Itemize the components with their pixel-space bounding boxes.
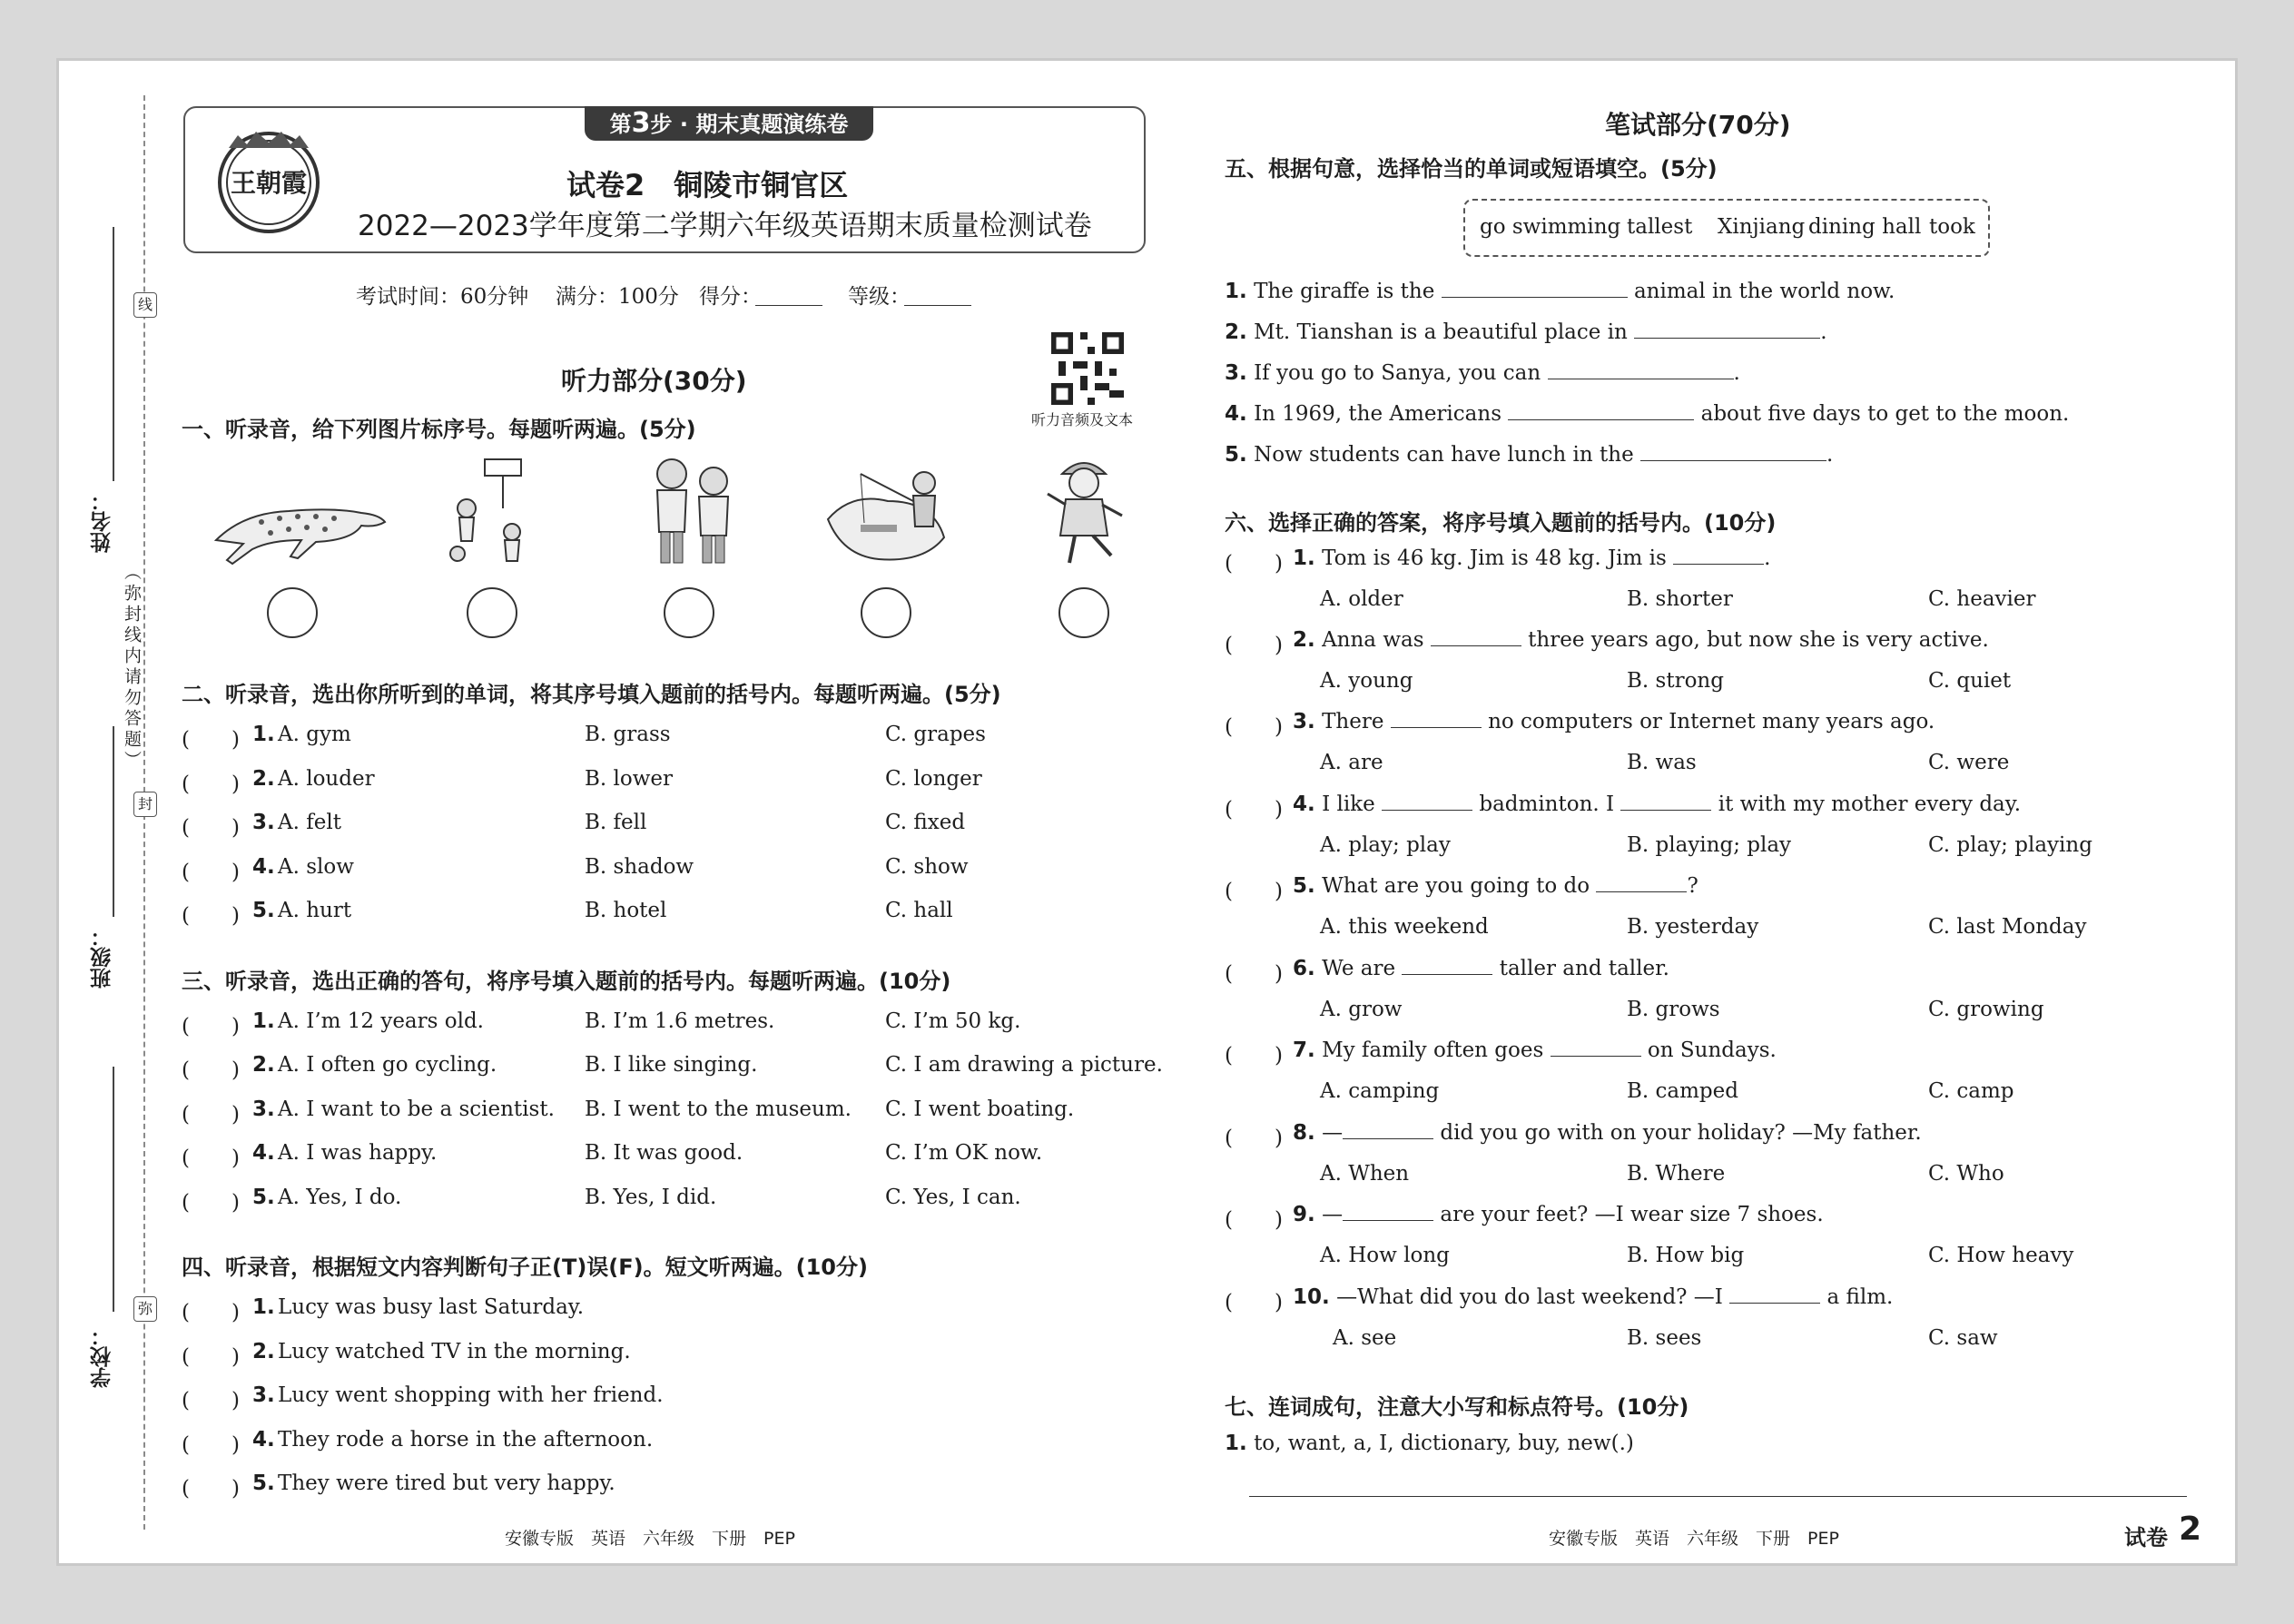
option-a: A. this weekend — [1320, 915, 1489, 939]
mc-question: 8. — did you go with on your holiday? —My father. — [1293, 1121, 1922, 1145]
seal-char-secret: 弥 — [133, 1296, 157, 1322]
option-c: C. quiet — [1928, 669, 2012, 693]
answer-paren[interactable]: ( ) — [1225, 1291, 1283, 1314]
two-boys-picture — [641, 454, 741, 570]
question-number: 4. — [252, 1141, 275, 1165]
answer-circle[interactable] — [1058, 587, 1109, 638]
answer-paren[interactable]: ( ) — [182, 904, 240, 928]
answer-paren[interactable]: ( ) — [182, 1389, 240, 1412]
mc-question: 9. — are your feet? —I wear size 7 shoes. — [1293, 1203, 1824, 1226]
question-number: 5. — [252, 899, 275, 922]
girl-skating-picture — [1044, 454, 1126, 570]
mc-question: 2. Anna was three years ago, but now she is very active. — [1293, 628, 1989, 652]
answer-paren[interactable]: ( ) — [182, 861, 240, 884]
option-a: A. felt — [278, 811, 341, 834]
seal-note: （弥封线内请勿答题） — [122, 563, 142, 772]
mc-question: 10. —What did you do last weekend? —I a film. — [1293, 1285, 1894, 1309]
answer-blank[interactable] — [1551, 1056, 1641, 1057]
answer-blank[interactable] — [1634, 338, 1820, 339]
option-a: A. see — [1333, 1326, 1397, 1350]
option-c: C. Who — [1928, 1162, 2004, 1186]
grade-blank[interactable] — [904, 305, 971, 306]
option-a: A. louder — [278, 767, 375, 791]
exam-full-score: 满分：100分 — [556, 285, 679, 309]
answer-blank[interactable] — [1596, 891, 1687, 892]
answer-blank[interactable] — [1640, 460, 1826, 461]
seal-char-line: 线 — [133, 292, 157, 318]
option-c: C. longer — [885, 767, 982, 791]
answer-blank[interactable] — [1431, 645, 1521, 646]
question-number: 4. — [252, 1428, 275, 1452]
footer-left: 安徽专版 英语 六年级 下册 PEP — [505, 1529, 795, 1549]
option-c: C. fixed — [885, 811, 966, 834]
statement-text: Lucy watched TV in the morning. — [278, 1340, 631, 1363]
option-a: A. camping — [1320, 1079, 1440, 1103]
answer-blank[interactable] — [1508, 419, 1694, 420]
answer-blank[interactable] — [1442, 297, 1628, 298]
mc-question: 7. My family often goes on Sundays. — [1293, 1038, 1777, 1062]
answer-paren[interactable]: ( ) — [1225, 798, 1283, 822]
fishing-picture — [824, 465, 948, 566]
answer-paren[interactable]: ( ) — [1225, 715, 1283, 739]
option-b: B. hotel — [585, 899, 667, 922]
statement-text: They rode a horse in the afternoon. — [278, 1428, 654, 1452]
option-c: C. I’m 50 kg. — [885, 1009, 1021, 1033]
grade-label: 等级： — [848, 285, 911, 309]
exam-subtitle: 2022—2023学年度第二学期六年级英语期末质量检测试卷 — [358, 210, 1092, 242]
part6-title: 六、选择正确的答案，将序号填入题前的括号内。(10分) — [1225, 510, 1777, 536]
part4-title: 四、听录音，根据短文内容判断句子正(T)误(F)。短文听两遍。(10分) — [182, 1255, 868, 1280]
option-a: A. slow — [278, 855, 354, 879]
page-label: 试卷 — [2124, 1525, 2168, 1550]
page-number: 2 — [2179, 1511, 2202, 1548]
question-number: 2. — [252, 1053, 275, 1077]
option-a: A. I often go cycling. — [278, 1053, 497, 1077]
question-number: 3. — [252, 1383, 275, 1407]
option-a: A. gym — [278, 723, 351, 746]
option-c: C. growing — [1928, 998, 2044, 1021]
answer-blank[interactable] — [1729, 1303, 1820, 1304]
option-c: C. I went boating. — [885, 1097, 1075, 1121]
option-a: A. I’m 12 years old. — [278, 1009, 484, 1033]
score-label: 得分： — [699, 285, 762, 309]
answer-paren[interactable]: ( ) — [182, 1103, 240, 1127]
answer-paren[interactable]: ( ) — [182, 816, 240, 840]
option-c: C. play; playing — [1928, 833, 2092, 857]
question-number: 1. — [252, 1295, 275, 1319]
fill-sentence: 2. Mt. Tianshan is a beautiful place in . — [1225, 320, 1827, 344]
option-a: A. I was happy. — [278, 1141, 438, 1165]
option-b: B. sees — [1627, 1326, 1702, 1350]
option-b: B. It was good. — [585, 1141, 743, 1165]
mc-question: 6. We are taller and taller. — [1293, 957, 1669, 980]
answer-blank[interactable] — [1343, 1220, 1433, 1221]
option-a: A. How long — [1320, 1244, 1450, 1267]
answer-paren[interactable]: ( ) — [182, 1191, 240, 1215]
part1-title: 一、听录音，给下列图片标序号。每题听两遍。(5分) — [182, 417, 696, 442]
option-b: B. I’m 1.6 metres. — [585, 1009, 775, 1033]
school-blank[interactable] — [113, 1067, 114, 1312]
exam-title: 试卷2 铜陵市铜官区 — [566, 168, 849, 202]
answer-paren[interactable]: ( ) — [182, 1147, 240, 1170]
answer-paren[interactable]: ( ) — [1225, 634, 1283, 657]
question-number: 5. — [252, 1186, 275, 1209]
mc-question: 5. What are you going to do ? — [1293, 874, 1698, 898]
part7-title: 七、连词成句，注意大小写和标点符号。(10分) — [1225, 1394, 1689, 1420]
option-b: B. shadow — [585, 855, 694, 879]
answer-circle[interactable] — [664, 587, 714, 638]
option-b: B. I went to the museum. — [585, 1097, 852, 1121]
question-number: 4. — [252, 855, 275, 879]
option-b: B. lower — [585, 767, 674, 791]
answer-circle[interactable] — [467, 587, 517, 638]
publisher-logo — [202, 121, 336, 235]
option-a: A. grow — [1320, 998, 1403, 1021]
mc-question: 1. Tom is 46 kg. Jim is 48 kg. Jim is . — [1293, 546, 1771, 570]
question-number: 2. — [252, 767, 275, 791]
answer-paren[interactable]: ( ) — [182, 1477, 240, 1501]
option-a: A. are — [1320, 751, 1383, 774]
option-b: B. camped — [1627, 1079, 1738, 1103]
option-b: B. yesterday — [1627, 915, 1759, 939]
qr-caption: 听力音频及文本 — [1031, 411, 1134, 428]
answer-paren[interactable]: ( ) — [182, 1433, 240, 1457]
word-bank-word: tallest — [1627, 215, 1693, 239]
option-c: C. last Monday — [1928, 915, 2087, 939]
option-c: C. show — [885, 855, 969, 879]
fill-sentence: 1. The giraffe is the animal in the world now. — [1225, 280, 1895, 303]
name-blank[interactable] — [113, 227, 114, 481]
option-a: A. hurt — [278, 899, 352, 922]
answer-paren[interactable]: ( ) — [182, 1058, 240, 1082]
option-b: B. shorter — [1627, 587, 1733, 611]
exam-time: 考试时间：60分钟 — [356, 285, 529, 309]
answer-paren[interactable]: ( ) — [1225, 962, 1283, 986]
answer-line[interactable] — [1249, 1496, 2187, 1497]
word-bank-word: dining hall — [1808, 215, 1922, 239]
answer-blank[interactable] — [1402, 974, 1492, 975]
footer-right: 安徽专版 英语 六年级 下册 PEP — [1549, 1529, 1839, 1549]
word-bank-word: go swimming — [1480, 215, 1621, 239]
score-blank[interactable] — [755, 305, 822, 306]
option-b: B. fell — [585, 811, 647, 834]
option-c: C. were — [1928, 751, 2010, 774]
answer-paren[interactable]: ( ) — [1225, 880, 1283, 903]
part3-title: 三、听录音，选出正确的答句，将序号填入题前的括号内。每题听两遍。(10分) — [182, 969, 951, 994]
class-blank[interactable] — [113, 726, 114, 917]
qr-code-icon[interactable] — [1051, 332, 1124, 405]
fill-sentence: 4. In 1969, the Americans about five days to get to the moon. — [1225, 402, 2070, 426]
question-number: 3. — [252, 1097, 275, 1121]
option-c: C. I am drawing a picture. — [885, 1053, 1163, 1077]
name-label: 姓名： — [91, 490, 114, 553]
mc-question: 4. I like badminton. I it with my mother every day. — [1293, 792, 2021, 816]
option-b: B. was — [1627, 751, 1697, 774]
option-c: C. saw — [1928, 1326, 1998, 1350]
word-bank-word: Xinjiang — [1718, 215, 1806, 239]
option-b: B. grass — [585, 723, 671, 746]
question-number: 5. — [252, 1471, 275, 1495]
exam-header — [183, 106, 1146, 253]
option-b: B. Yes, I did. — [585, 1186, 717, 1209]
question-number: 2. — [252, 1340, 275, 1363]
question-number: 3. — [252, 811, 275, 834]
children-playing-picture — [439, 454, 539, 567]
option-b: B. strong — [1627, 669, 1724, 693]
answer-paren[interactable]: ( ) — [1225, 552, 1283, 576]
question-number: 1. — [252, 1009, 275, 1033]
option-a: A. I want to be a scientist. — [278, 1097, 555, 1121]
step-tab: 第3步 · 期末真题演练卷 — [585, 106, 873, 141]
fill-sentence: 5. Now students can have lunch in the . — [1225, 443, 1834, 467]
option-c: C. Yes, I can. — [885, 1186, 1021, 1209]
option-b: B. How big — [1627, 1244, 1745, 1267]
answer-circle[interactable] — [267, 587, 318, 638]
answer-paren[interactable]: ( ) — [1225, 1208, 1283, 1232]
option-a: A. When — [1320, 1162, 1410, 1186]
answer-paren[interactable]: ( ) — [182, 1345, 240, 1369]
answer-blank[interactable] — [1343, 1138, 1433, 1139]
option-b: B. Where — [1627, 1162, 1726, 1186]
option-c: C. grapes — [885, 723, 986, 746]
mc-question: 3. There no computers or Internet many years ago. — [1293, 710, 1935, 733]
option-c: C. How heavy — [1928, 1244, 2074, 1267]
answer-paren[interactable]: ( ) — [182, 773, 240, 796]
answer-blank[interactable] — [1620, 810, 1711, 811]
answer-blank[interactable] — [1382, 810, 1472, 811]
option-a: A. play; play — [1320, 833, 1451, 857]
written-title: 笔试部分(70分) — [1605, 110, 1791, 140]
cheetah-picture — [207, 486, 389, 567]
answer-paren[interactable]: ( ) — [1225, 1127, 1283, 1150]
option-c: C. heavier — [1928, 587, 2036, 611]
answer-paren[interactable]: ( ) — [182, 728, 240, 752]
option-c: C. hall — [885, 899, 953, 922]
fill-sentence: 3. If you go to Sanya, you can . — [1225, 361, 1740, 385]
option-b: B. grows — [1627, 998, 1720, 1021]
seal-char-seal: 封 — [133, 792, 157, 817]
question-number: 1. — [252, 723, 275, 746]
reorder-question: 1. to, want, a, I, dictionary, buy, new(.) — [1225, 1432, 1634, 1455]
answer-circle[interactable] — [861, 587, 911, 638]
class-label: 班级： — [91, 926, 114, 989]
part5-title: 五、根据句意，选择恰当的单词或短语填空。(5分) — [1225, 156, 1718, 182]
answer-blank[interactable] — [1673, 564, 1764, 565]
logo-text: 王朝霞 — [230, 168, 308, 198]
option-c: C. I’m OK now. — [885, 1141, 1043, 1165]
answer-blank[interactable] — [1391, 727, 1482, 728]
option-c: C. camp — [1928, 1079, 2014, 1103]
option-a: A. Yes, I do. — [278, 1186, 402, 1209]
statement-text: Lucy was busy last Saturday. — [278, 1295, 585, 1319]
option-b: B. I like singing. — [585, 1053, 758, 1077]
answer-paren[interactable]: ( ) — [1225, 1044, 1283, 1068]
statement-text: Lucy went shopping with her friend. — [278, 1383, 664, 1407]
answer-paren[interactable]: ( ) — [182, 1301, 240, 1324]
word-bank-word: took — [1929, 215, 1975, 239]
statement-text: They were tired but very happy. — [278, 1471, 615, 1495]
school-label: 学校： — [91, 1325, 114, 1388]
option-b: B. playing; play — [1627, 833, 1792, 857]
option-a: A. older — [1320, 587, 1403, 611]
option-a: A. young — [1320, 669, 1413, 693]
answer-paren[interactable]: ( ) — [182, 1015, 240, 1038]
listening-title: 听力部分(30分) — [561, 366, 747, 396]
part2-title: 二、听录音，选出你所听到的单词，将其序号填入题前的括号内。每题听两遍。(5分) — [182, 682, 1001, 707]
